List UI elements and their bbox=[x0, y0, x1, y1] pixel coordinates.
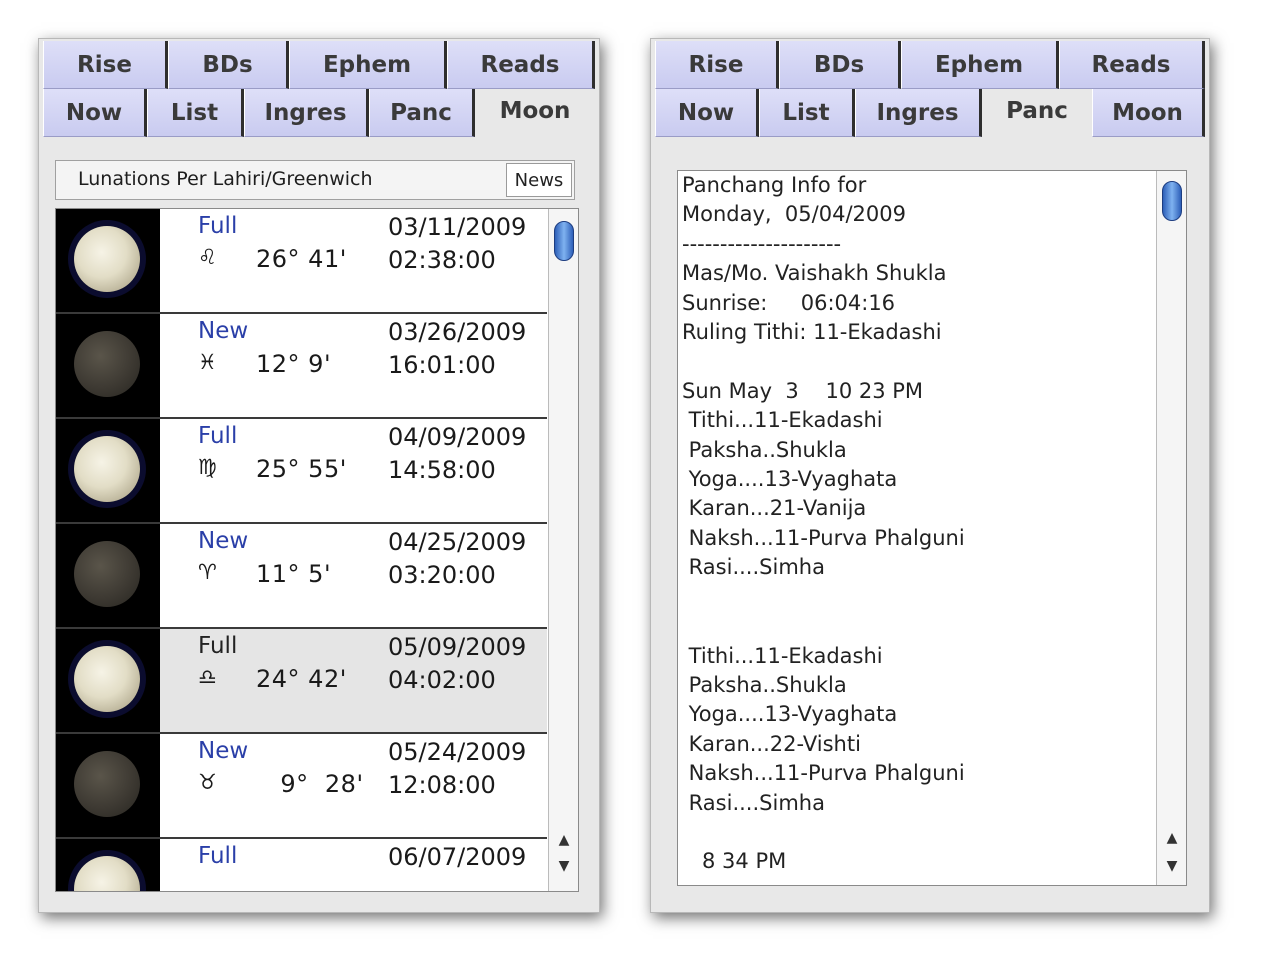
tab-now[interactable]: Now bbox=[655, 89, 759, 137]
date-value: 03/11/2009 bbox=[388, 213, 527, 241]
new-moon-icon bbox=[74, 541, 140, 607]
date-value: 04/25/2009 bbox=[388, 528, 527, 556]
phase-label: Full bbox=[198, 213, 238, 239]
lunations-title: Lunations Per Lahiri/Greenwich bbox=[78, 168, 373, 190]
zodiac-sign-icon: ♍ bbox=[198, 455, 217, 479]
tab-ingres[interactable]: Ingres bbox=[855, 89, 982, 137]
time-value: 04:02:00 bbox=[388, 666, 496, 694]
list-scrollbar[interactable] bbox=[548, 209, 578, 891]
date-value: 05/09/2009 bbox=[388, 633, 527, 661]
degree-value: 12° 9' bbox=[256, 350, 332, 378]
phase-label: Full bbox=[198, 843, 238, 869]
date-value: 04/09/2009 bbox=[388, 423, 527, 451]
tab-list[interactable]: List bbox=[147, 89, 244, 137]
scroll-down-arrow-icon[interactable]: ▼ bbox=[558, 858, 570, 874]
moon-panel bbox=[38, 38, 600, 913]
tab-bds[interactable]: BDs bbox=[779, 41, 901, 89]
scroll-thumb[interactable] bbox=[554, 221, 574, 261]
tab-reads[interactable]: Reads bbox=[447, 41, 595, 89]
phase-label: New bbox=[198, 528, 249, 554]
degree-value: 11° 5' bbox=[256, 560, 332, 588]
list-item[interactable] bbox=[56, 524, 547, 629]
scroll-thumb[interactable] bbox=[1162, 181, 1182, 221]
phase-label: Full bbox=[198, 423, 238, 449]
scroll-up-arrow-icon[interactable]: ▲ bbox=[1166, 830, 1178, 846]
list-item[interactable] bbox=[56, 839, 547, 892]
list-item[interactable] bbox=[56, 209, 547, 314]
tab-rise[interactable]: Rise bbox=[655, 41, 779, 89]
list-item[interactable] bbox=[56, 734, 547, 839]
text-scrollbar[interactable] bbox=[1156, 171, 1186, 885]
zodiac-sign-icon: ♎ bbox=[198, 665, 217, 689]
full-moon-icon bbox=[74, 856, 140, 892]
full-moon-icon bbox=[74, 226, 140, 292]
tab-rise[interactable]: Rise bbox=[43, 41, 168, 89]
tab-ingres[interactable]: Ingres bbox=[244, 89, 369, 137]
tab-moon[interactable]: Moon bbox=[475, 89, 595, 137]
date-value: 06/07/2009 bbox=[388, 843, 527, 871]
panchang-info-text: Panchang Info for Monday, 05/04/2009 --------------------- Mas/Mo. Vaishakh Shukla Sunrise: 06:04:16 Ruling Tithi: 11-Ekadashi Sun May 3 10 23 PM Tithi...11-Ekadashi Paksha..Shukla Yoga....13-Vyaghata Karan...21-Vanija Naksh...11-Purva Phalguni Rasi....Simha Tithi...11-Ekadashi Paksha..Shukla Yoga....13-Vyaghata Karan...22-Vishti Naksh...11-Purva Phalguni Rasi....Simha 8 34 PM bbox=[682, 173, 965, 874]
news-button[interactable]: News bbox=[506, 163, 572, 197]
tab-list[interactable]: List bbox=[759, 89, 855, 137]
time-value: 03:20:00 bbox=[388, 561, 496, 589]
tab-moon[interactable]: Moon bbox=[1092, 89, 1205, 137]
full-moon-icon bbox=[74, 436, 140, 502]
time-value: 14:58:00 bbox=[388, 456, 496, 484]
time-value: 16:01:00 bbox=[388, 351, 496, 379]
phase-label: New bbox=[198, 318, 249, 344]
date-value: 03/26/2009 bbox=[388, 318, 527, 346]
zodiac-sign-icon: ♌ bbox=[198, 245, 217, 269]
scroll-down-arrow-icon[interactable]: ▼ bbox=[1166, 858, 1178, 874]
list-item[interactable] bbox=[56, 419, 547, 524]
zodiac-sign-icon: ♓ bbox=[198, 350, 217, 374]
panchang-panel bbox=[650, 38, 1210, 913]
panchang-text-area[interactable] bbox=[677, 170, 1187, 886]
degree-value: 24° 42' bbox=[256, 665, 347, 693]
list-item[interactable] bbox=[56, 314, 547, 419]
new-moon-icon bbox=[74, 331, 140, 397]
tab-ephem[interactable]: Ephem bbox=[901, 41, 1059, 89]
tab-bds[interactable]: BDs bbox=[168, 41, 289, 89]
tab-panc[interactable]: Panc bbox=[369, 89, 475, 137]
phase-label: New bbox=[198, 738, 249, 764]
degree-value: 26° 41' bbox=[256, 245, 347, 273]
tab-reads[interactable]: Reads bbox=[1059, 41, 1205, 89]
tab-panc[interactable]: Panc bbox=[982, 89, 1092, 137]
lunations-list[interactable] bbox=[55, 208, 579, 892]
lunations-header bbox=[55, 160, 575, 200]
date-value: 05/24/2009 bbox=[388, 738, 527, 766]
full-moon-icon bbox=[74, 646, 140, 712]
zodiac-sign-icon: ♈ bbox=[198, 560, 217, 584]
degree-value: 25° 55' bbox=[256, 455, 347, 483]
zodiac-sign-icon: ♉ bbox=[198, 770, 217, 794]
time-value: 12:08:00 bbox=[388, 771, 496, 799]
scroll-up-arrow-icon[interactable]: ▲ bbox=[558, 832, 570, 848]
degree-value: 9° 28' bbox=[256, 770, 364, 798]
tab-ephem[interactable]: Ephem bbox=[289, 41, 447, 89]
list-item-selected[interactable] bbox=[56, 629, 547, 734]
tab-now[interactable]: Now bbox=[43, 89, 147, 137]
time-value: 02:38:00 bbox=[388, 246, 496, 274]
new-moon-icon bbox=[74, 751, 140, 817]
phase-label: Full bbox=[198, 633, 238, 659]
